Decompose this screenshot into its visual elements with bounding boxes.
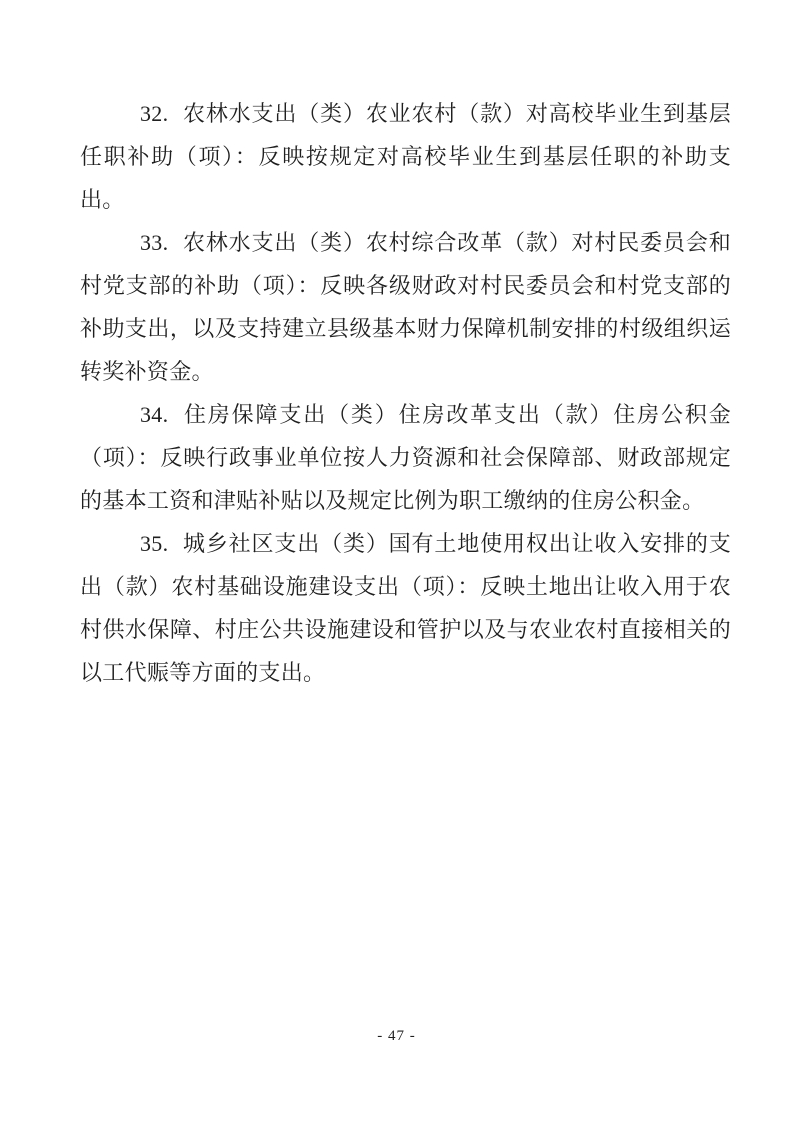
paragraph-text: 农林水支出（类）农业农村（款）对高校毕业生到基层任职补助（项）：反映按规定对高校毕业生到基层任职的补助支出。 [80, 101, 731, 212]
paragraph-item-32 [80, 92, 731, 221]
paragraph-text: 住房保障支出（类）住房改革支出（款）住房公积金（项）：反映行政事业单位按人力资源和社会保障部、财政部规定的基本工资和津贴补贴以及规定比例为职工缴纳的住房公积金。 [80, 402, 731, 513]
paragraph-text: 城乡社区支出（类）国有土地使用权出让收入安排的支出（款）农村基础设施建设支出（项）：反映土地出让收入用于农村供水保障、村庄公共设施建设和管护以及与农业农村直接相关的以工代赈等方面的支出。 [80, 531, 731, 685]
paragraph-item-33 [80, 221, 731, 393]
paragraph-number: 35. [140, 531, 169, 556]
paragraph-number: 34. [140, 402, 169, 427]
paragraph-number: 32. [140, 101, 169, 126]
paragraph-text: 农林水支出（类）农村综合改革（款）对村民委员会和村党支部的补助（项）：反映各级财政对村民委员会和村党支部的补助支出，以及支持建立县级基本财力保障机制安排的村级组织运转奖补资金。 [80, 230, 731, 384]
page-number: - 47 - [377, 1028, 416, 1044]
document-body [80, 92, 731, 694]
paragraph-item-35 [80, 522, 731, 694]
paragraph-number: 33. [140, 230, 169, 255]
paragraph-item-34 [80, 393, 731, 522]
